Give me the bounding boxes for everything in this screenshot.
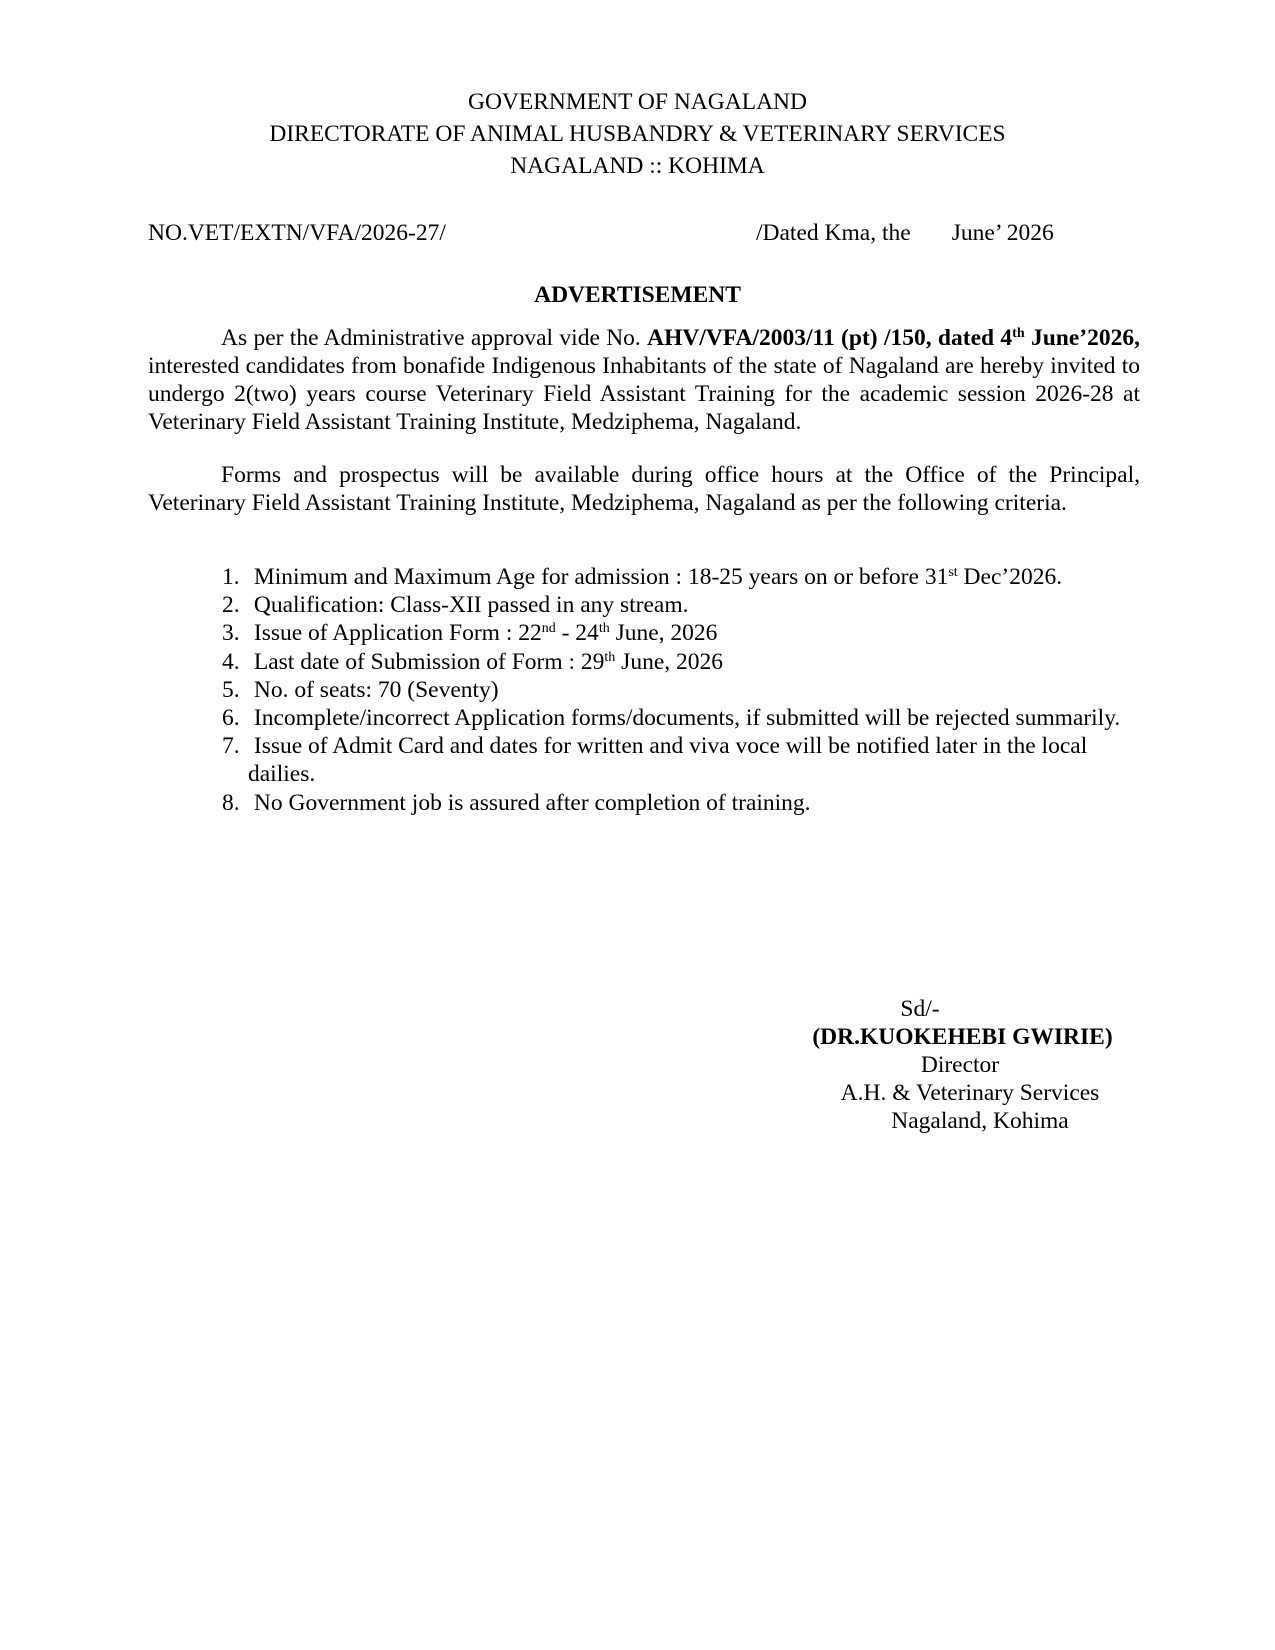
approval-date-end: June’2026,	[1030, 325, 1140, 351]
paragraph-body: interested candidates from bonafide Indigenous Inhabitants of the state of Nagaland are hereby invited to undergo 2(two) years course Veterinary Field Assistant Training for the academic session 2026-28 at Veterinary Field Assistant Training Institute, Medziphema, Nagaland.	[148, 353, 1140, 435]
criteria-number: 7.	[222, 733, 240, 760]
page-title: ADVERTISEMENT	[534, 282, 741, 308]
reference-date: /Dated Kma, the June’ 2026	[756, 220, 1054, 246]
criteria-number: 6.	[222, 705, 240, 732]
paragraph-forms	[148, 461, 1140, 517]
criteria-list	[222, 563, 1142, 817]
signature-name: (DR.KUOKEHEBI GWIRIE)	[812, 1024, 1113, 1050]
criteria-number: 3.	[222, 620, 240, 647]
criteria-item-last-date: 4. Last date of Submission of Form : 29th June, 2026	[222, 648, 723, 675]
signature-sd: Sd/-	[900, 996, 940, 1022]
signature-location: Nagaland, Kohima	[891, 1108, 1069, 1134]
criteria-number: 1.	[222, 564, 240, 590]
criteria-number: 4.	[222, 648, 240, 675]
criteria-item-admit-card: 7. Issue of Admit Card and dates for written and viva voce will be notified later in the local dailies.	[222, 733, 1088, 788]
signature-department: A.H. & Veterinary Services	[840, 1080, 1100, 1106]
header-line-directorate: DIRECTORATE OF ANIMAL HUSBANDRY & VETERINARY SERVICES	[269, 121, 1006, 147]
paragraph-approval	[148, 324, 1140, 436]
criteria-number: 5.	[222, 676, 240, 703]
approval-reference: AHV/VFA/2003/11 (pt) /150, dated 4	[647, 325, 1013, 351]
criteria-number: 8.	[222, 789, 240, 816]
reference-number: NO.VET/EXTN/VFA/2026-27/	[148, 220, 446, 246]
paragraph-forms-text: Forms and prospectus will be available during office hours at the Office of the Principal, Veterinary Field Assistant Training Institute, Medziphema, Nagaland as per the following criteria.	[148, 462, 1140, 516]
signature-designation: Director	[920, 1052, 1000, 1078]
header-line-government: GOVERNMENT OF NAGALAND	[467, 89, 807, 115]
criteria-item-seats: 5. No. of seats: 70 (Seventy)	[222, 676, 499, 703]
criteria-item-qualification: 2. Qualification: Class-XII passed in any stream.	[222, 592, 689, 619]
header-line-location: NAGALAND :: KOHIMA	[510, 153, 765, 179]
criteria-item-no-job: 8. No Government job is assured after completion of training.	[222, 789, 811, 816]
criteria-item-issue-form: 3. Issue of Application Form : 22nd - 24th June, 2026	[222, 620, 718, 647]
criteria-item-incomplete-forms: 6. Incomplete/incorrect Application forms/documents, if submitted will be rejected summarily.	[222, 705, 1121, 732]
criteria-number: 2.	[222, 592, 240, 619]
approval-date-superscript: th	[1012, 326, 1025, 341]
criteria-item-age: 1. Minimum and Maximum Age for admission : 18-25 years on or before 31st Dec’2026.	[222, 564, 1063, 590]
paragraph-intro: As per the Administrative approval vide No.	[221, 325, 648, 351]
